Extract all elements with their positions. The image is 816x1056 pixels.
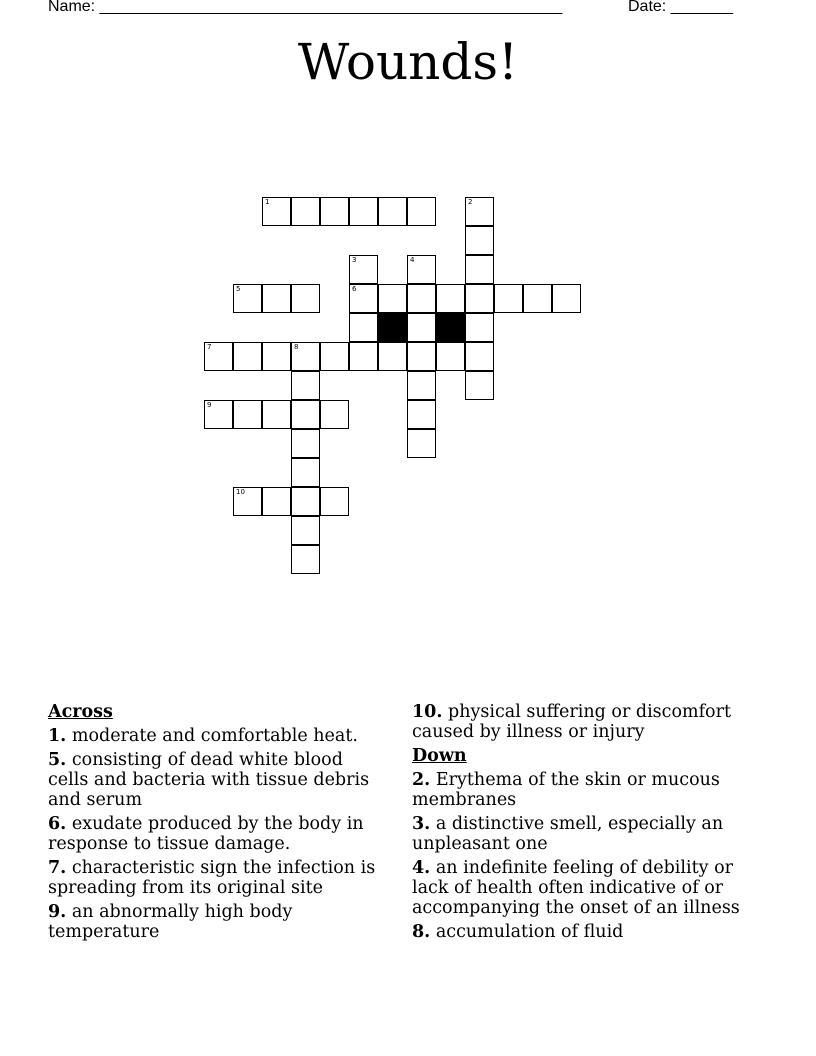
crossword-cell[interactable]	[465, 342, 494, 371]
crossword-cell[interactable]	[262, 487, 291, 516]
clue-number: 8.	[412, 922, 431, 942]
crossword-cell[interactable]	[349, 342, 378, 371]
crossword-block	[378, 313, 407, 342]
crossword-cell[interactable]	[291, 516, 320, 545]
clue-down-8	[412, 922, 772, 942]
crossword-cell[interactable]	[291, 371, 320, 400]
crossword-cell[interactable]	[465, 226, 494, 255]
crossword-cell[interactable]	[233, 342, 262, 371]
crossword-cell[interactable]	[291, 458, 320, 487]
crossword-cell[interactable]	[233, 400, 262, 429]
crossword-cell[interactable]	[233, 487, 262, 516]
crossword-cell[interactable]	[407, 342, 436, 371]
clue-text: moderate and comfortable heat.	[71, 726, 358, 746]
clue-down-3	[412, 814, 772, 854]
crossword-cell[interactable]	[320, 400, 349, 429]
cell-number: 4	[410, 256, 415, 264]
crossword-cell[interactable]	[291, 487, 320, 516]
cell-number: 8	[294, 343, 299, 351]
clues-left-column	[48, 702, 388, 946]
crossword-cell[interactable]	[378, 342, 407, 371]
cell-number: 6	[352, 285, 357, 293]
cell-number: 2	[468, 198, 473, 206]
crossword-cell[interactable]	[291, 342, 320, 371]
date-field-label[interactable]: Date: _______	[628, 0, 733, 15]
crossword-cell[interactable]	[436, 284, 465, 313]
crossword-block	[436, 313, 465, 342]
cell-number: 9	[207, 401, 212, 409]
clue-across-9	[48, 902, 388, 942]
crossword-cell[interactable]	[291, 197, 320, 226]
crossword-cell[interactable]	[349, 284, 378, 313]
crossword-cell[interactable]	[349, 313, 378, 342]
crossword-cell[interactable]	[204, 342, 233, 371]
crossword-cell[interactable]	[407, 313, 436, 342]
crossword-cell[interactable]	[465, 284, 494, 313]
crossword-cell[interactable]	[262, 197, 291, 226]
crossword-cell[interactable]	[291, 400, 320, 429]
clue-number: 1.	[48, 726, 67, 746]
clue-text: an indefinite feeling of debility or lack of health often indicative of or accompanying the onset of an illness	[412, 858, 740, 918]
crossword-cell[interactable]	[523, 284, 552, 313]
crossword-cell[interactable]	[320, 487, 349, 516]
crossword-cell[interactable]	[407, 371, 436, 400]
clues-right-column	[412, 702, 772, 946]
clue-down-2	[412, 770, 772, 810]
cell-number: 10	[236, 488, 245, 496]
crossword-cell[interactable]	[262, 400, 291, 429]
crossword-cell[interactable]	[262, 284, 291, 313]
clue-text: exudate produced by the body in response to tissue damage.	[48, 814, 364, 854]
crossword-cell[interactable]	[494, 284, 523, 313]
clue-number: 9.	[48, 902, 67, 922]
crossword-cell[interactable]	[320, 342, 349, 371]
clue-across-6	[48, 814, 388, 854]
crossword-cell[interactable]	[378, 197, 407, 226]
crossword-cell[interactable]	[552, 284, 581, 313]
clue-text: consisting of dead white blood cells and bacteria with tissue debris and serum	[48, 750, 370, 810]
crossword-cell[interactable]	[465, 197, 494, 226]
crossword-cell[interactable]	[291, 429, 320, 458]
cell-number: 5	[236, 285, 241, 293]
clue-text: physical suffering or discomfort caused by illness or injury	[412, 702, 731, 742]
cell-number: 3	[352, 256, 357, 264]
crossword-cell[interactable]	[407, 400, 436, 429]
cell-number: 1	[265, 198, 270, 206]
crossword-cell[interactable]	[465, 371, 494, 400]
crossword-cell[interactable]	[465, 255, 494, 284]
cell-number: 7	[207, 343, 212, 351]
clue-number: 7.	[48, 858, 67, 878]
crossword-cell[interactable]	[291, 284, 320, 313]
crossword-cell[interactable]	[262, 342, 291, 371]
clue-text: accumulation of fluid	[435, 922, 624, 942]
across-heading: Across	[48, 702, 113, 722]
clue-across-7	[48, 858, 388, 898]
crossword-cell[interactable]	[407, 429, 436, 458]
crossword-cell[interactable]	[349, 255, 378, 284]
header-line	[48, 0, 733, 16]
crossword-cell[interactable]	[436, 342, 465, 371]
clue-number: 5.	[48, 750, 67, 770]
crossword-cell[interactable]	[320, 197, 349, 226]
clue-number: 6.	[48, 814, 67, 834]
clue-text: a distinctive smell, especially an unpleasant one	[412, 814, 724, 854]
clue-number: 2.	[412, 770, 431, 790]
clue-across-1	[48, 726, 388, 746]
clue-number: 10.	[412, 702, 443, 722]
clue-text: characteristic sign the infection is spreading from its original site	[48, 858, 376, 898]
crossword-cell[interactable]	[407, 197, 436, 226]
clue-text: Erythema of the skin or mucous membranes	[412, 770, 720, 810]
clue-number: 4.	[412, 858, 431, 878]
clue-number: 3.	[412, 814, 431, 834]
page-title: Wounds!	[297, 33, 519, 91]
clue-across-10	[412, 702, 772, 742]
crossword-cell[interactable]	[291, 545, 320, 574]
clue-down-4	[412, 858, 772, 918]
crossword-cell[interactable]	[233, 284, 262, 313]
crossword-cell[interactable]	[204, 400, 233, 429]
clue-across-5	[48, 750, 388, 810]
crossword-cell[interactable]	[349, 197, 378, 226]
crossword-cell[interactable]	[407, 255, 436, 284]
clue-text: an abnormally high body temperature	[48, 902, 293, 942]
crossword-cell[interactable]	[465, 313, 494, 342]
crossword-cell[interactable]	[378, 284, 407, 313]
name-field-label[interactable]: Name: ____________________________________________________	[48, 0, 563, 15]
down-heading: Down	[412, 746, 467, 766]
crossword-cell[interactable]	[407, 284, 436, 313]
